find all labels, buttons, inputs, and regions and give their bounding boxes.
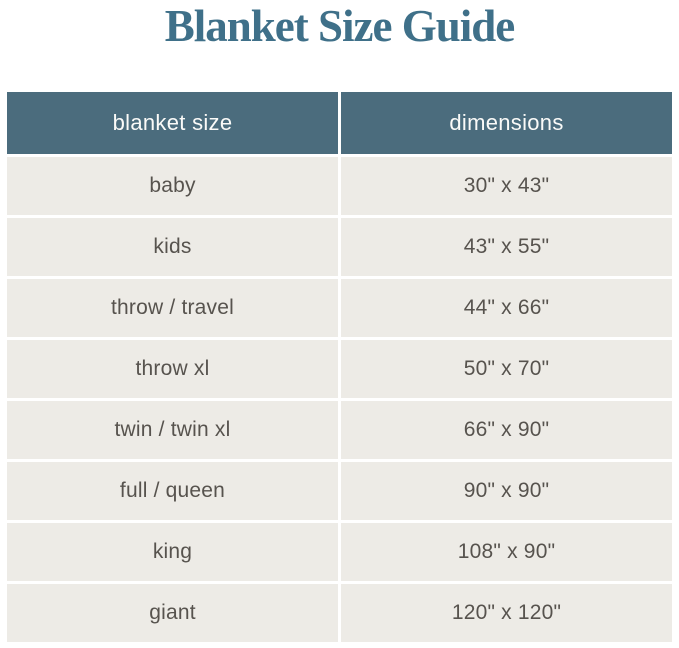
table-row	[7, 279, 672, 337]
column-header-blanket-size: blanket size	[7, 92, 338, 154]
dimensions-cell: 108" x 90"	[341, 523, 672, 581]
table-row	[7, 157, 672, 215]
dimensions-cell: 120" x 120"	[341, 584, 672, 642]
dimensions-cell: 90" x 90"	[341, 462, 672, 520]
dimensions-cell: 43" x 55"	[341, 218, 672, 276]
blanket-size-cell: twin / twin xl	[7, 401, 338, 459]
dimensions-cell: 30" x 43"	[341, 157, 672, 215]
blanket-size-cell: throw / travel	[7, 279, 338, 337]
page-title: Blanket Size Guide	[164, 1, 515, 51]
dimensions-cell: 44" x 66"	[341, 279, 672, 337]
size-table	[7, 92, 672, 642]
dimensions-cell: 50" x 70"	[341, 340, 672, 398]
blanket-size-cell: king	[7, 523, 338, 581]
table-header-row	[7, 92, 672, 154]
blanket-size-cell: full / queen	[7, 462, 338, 520]
table-row	[7, 401, 672, 459]
table-row	[7, 584, 672, 642]
table-row	[7, 340, 672, 398]
blanket-size-cell: throw xl	[7, 340, 338, 398]
table-row	[7, 462, 672, 520]
blanket-size-cell: baby	[7, 157, 338, 215]
blanket-size-cell: giant	[7, 584, 338, 642]
dimensions-cell: 66" x 90"	[341, 401, 672, 459]
table-row	[7, 523, 672, 581]
column-header-dimensions: dimensions	[341, 92, 672, 154]
table-row	[7, 218, 672, 276]
blanket-size-cell: kids	[7, 218, 338, 276]
